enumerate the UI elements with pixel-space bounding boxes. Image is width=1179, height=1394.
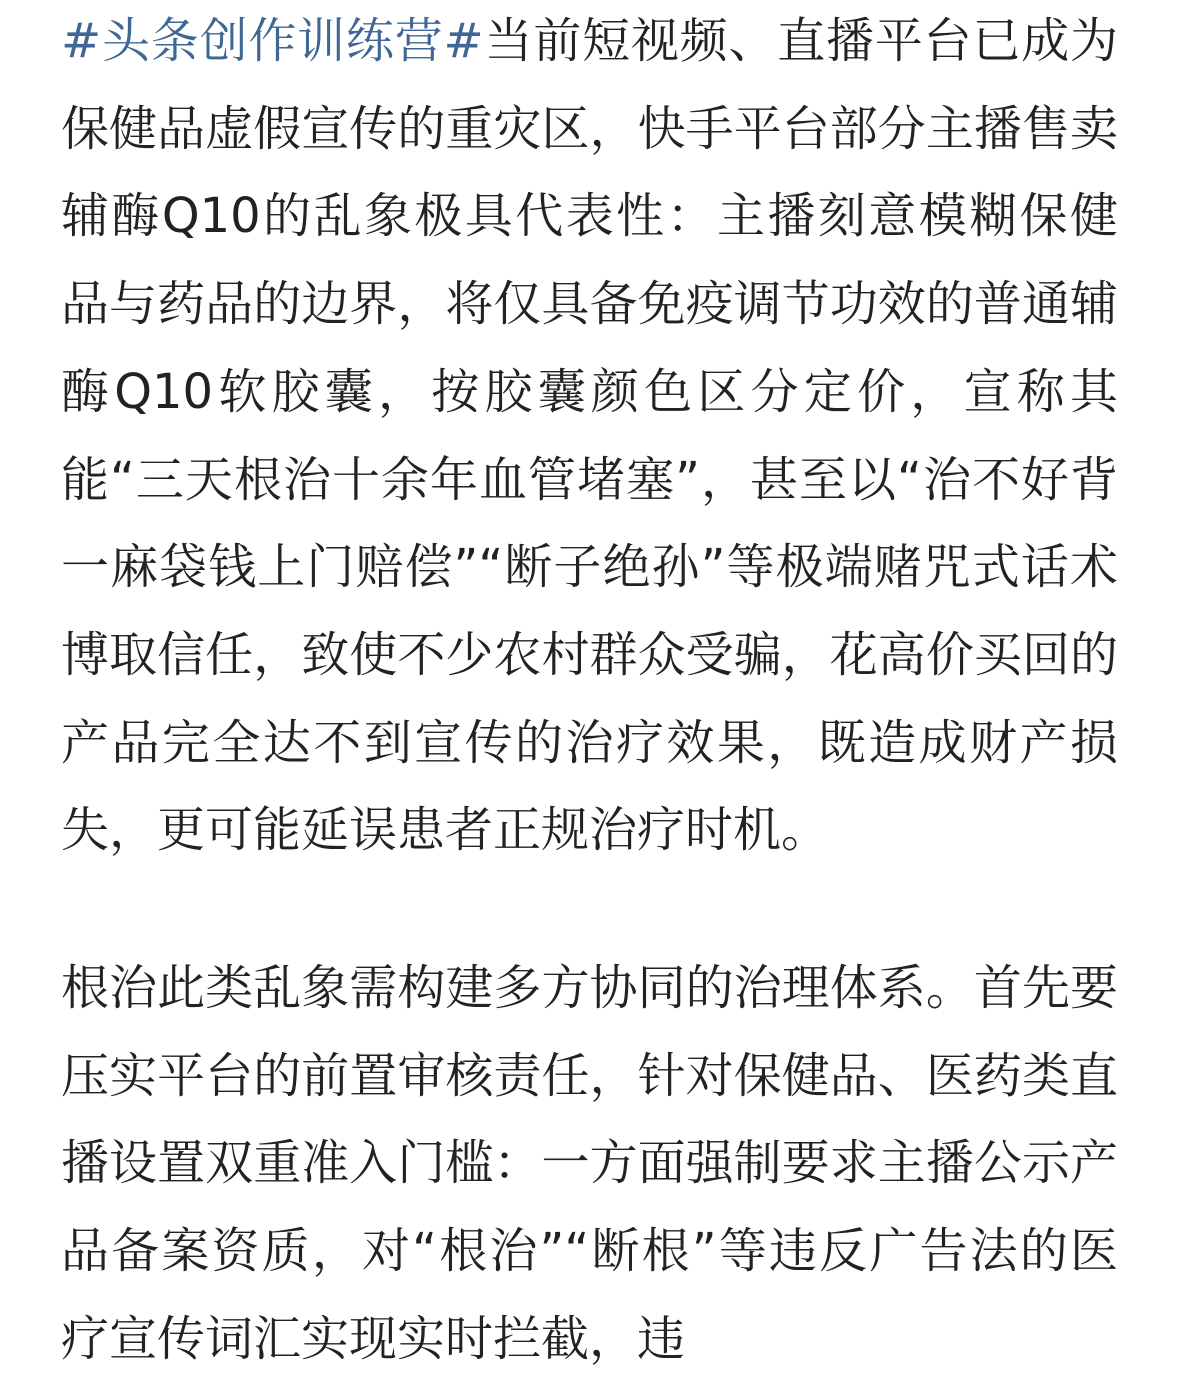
paragraph-text: 当前短视频、直播平台已成为保健品虚假宣传的重灾区，快手平台部分主播售卖辅酶Q10的乱象极具代表性：主播刻意模糊保健品与药品的边界，将仅具备免疫调节功效的普通辅酶Q10软胶囊，按胶囊颜色区分定价，宣称其能“三天根治十余年血管堵塞”，甚至以“治不好背一麻袋钱上门赔偿”“断子绝孙”等极端赌咒式话术博取信任，致使不少农村群众受骗，花高价买回的产品完全达不到宣传的治疗效果，既造成财产损失，更可能延误患者正规治疗时机。 — [61, 13, 1118, 859]
paragraph-text: 根治此类乱象需构建多方协同的治理体系。首先要压实平台的前置审核责任，针对保健品、医药类直播设置双重准入门槛：一方面强制要求主播公示产品备案资质，对“根治”“断根”等违反广告法的医疗宣传词汇实现实时拦截，违 — [61, 960, 1118, 1367]
article-paragraph — [61, 945, 1118, 1384]
article-body — [61, 0, 1118, 1384]
article-paragraph — [61, 0, 1118, 875]
hashtag-link[interactable]: #头条创作训练营# — [61, 13, 484, 69]
